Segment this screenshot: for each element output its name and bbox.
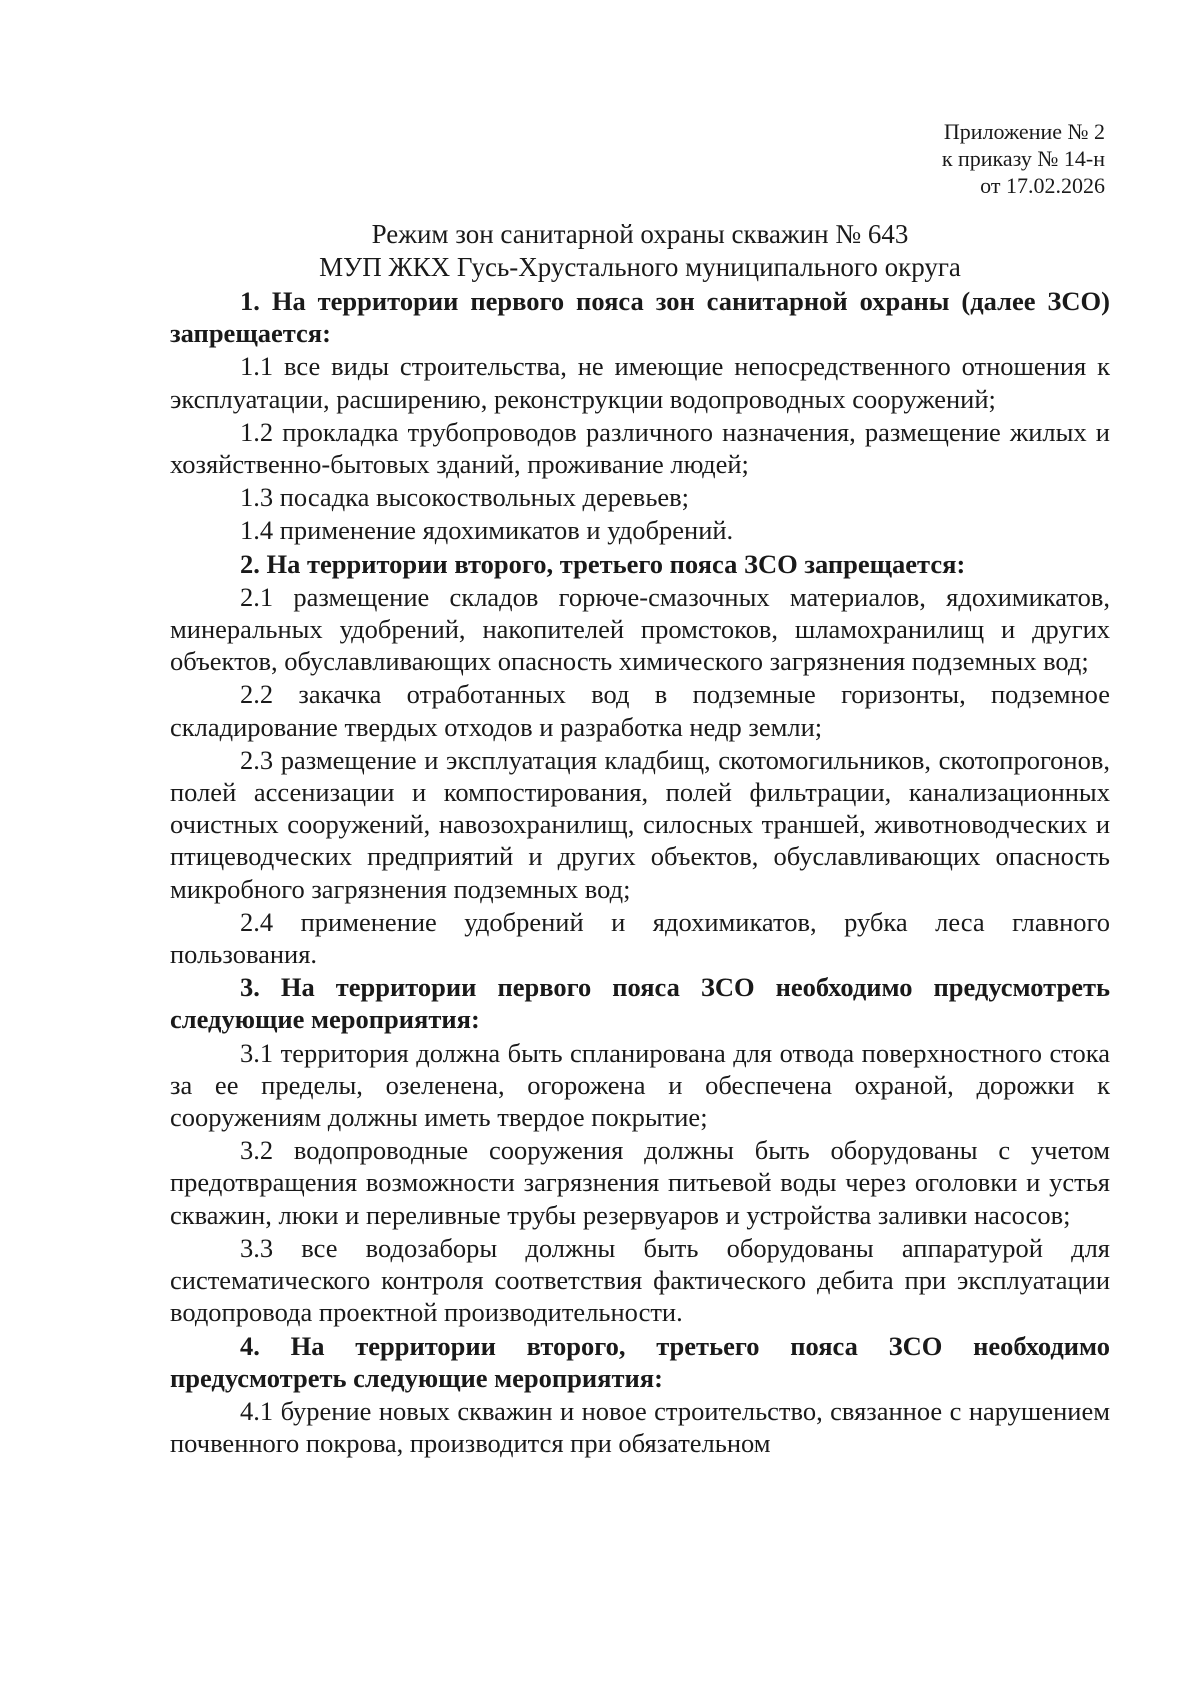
item-2-2: 2.2 закачка отработанных вод в подземные горизонты, подземное складирование твердых отходов и разработка недр земли;: [170, 679, 1110, 742]
item-2-4: 2.4 применение удобрений и ядохимикатов, рубка леса главного пользования.: [170, 906, 1110, 970]
order-date: от 17.02.2026: [980, 173, 1105, 198]
item-1-2: 1.2 прокладка трубопроводов различного назначения, размещение жилых и хозяйственно-бытовых зданий, проживание людей;: [170, 416, 1110, 480]
section-4-heading: 4. На территории второго, третьего пояса ЗСО необходимо предусмотреть следующие мероприятия:: [170, 1330, 1110, 1393]
appendix-number: Приложение № 2: [943, 119, 1105, 144]
item-1-1: 1.1 все виды строительства, не имеющие непосредственного отношения к эксплуатации, расширению, реконструкции водопроводных сооружений;: [170, 351, 1110, 414]
item-3-1: 3.1 территория должна быть спланирована для отвода поверхностного стока за ее пределы, озеленена, огорожена и обеспечена охраной, дорожки к сооружениям должны иметь твердое покрытие;: [170, 1037, 1110, 1133]
item-4-1: 4.1 бурение новых скважин и новое строительство, связанное с нарушением почвенного покрова, производится при обязательном: [170, 1395, 1110, 1459]
item-2-3: 2.3 размещение и эксплуатация кладбищ, скотомогильников, скотопрогонов, полей ассенизации и компостирования, полей фильтрации, канализационных очистных сооружений, навозохранилищ, силосных траншей, животноводческих и птицеводческих предприятий и других объектов, обуславливающих опасность микробного загрязнения подземных вод;: [170, 744, 1110, 904]
document-title: [170, 218, 1110, 284]
section-3-heading: 3. На территории первого пояса ЗСО необходимо предусмотреть следующие мероприятия:: [170, 972, 1110, 1035]
section-2-heading: 2. На территории второго, третьего пояса ЗСО запрещается:: [240, 548, 966, 579]
title-line-2: МУП ЖКХ Гусь-Хрустального муниципального округа: [319, 252, 961, 282]
item-3-2: 3.2 водопроводные сооружения должны быть оборудованы с учетом предотвращения возможности загрязнения питьевой воды через оголовки и устья скважин, люки и переливные трубы резервуаров и устройства заливки насосов;: [170, 1135, 1110, 1230]
section-1-heading: 1. На территории первого пояса зон санитарной охраны (далее ЗСО) запрещается:: [170, 286, 1110, 349]
order-number: к приказу № 14-н: [941, 146, 1105, 171]
item-2-1: 2.1 размещение складов горюче-смазочных материалов, ядохимикатов, минеральных удобрений, накопителей промстоков, шламохранилищ и других объектов, обуславливающих опасность химического загрязнения подземных вод;: [170, 581, 1110, 677]
document-body: [170, 218, 1110, 1459]
item-1-3: 1.3 посадка высокоствольных деревьев;: [240, 482, 690, 513]
item-3-3: 3.3 все водозаборы должны быть оборудованы аппаратурой для систематического контроля соответствия фактического дебита при эксплуатации водопровода проектной производительности.: [170, 1232, 1110, 1328]
title-line-1: Режим зон санитарной охраны скважин № 643: [371, 219, 909, 249]
item-1-4: 1.4 применение ядохимикатов и удобрений.: [240, 515, 734, 546]
appendix-reference: [942, 118, 1105, 199]
